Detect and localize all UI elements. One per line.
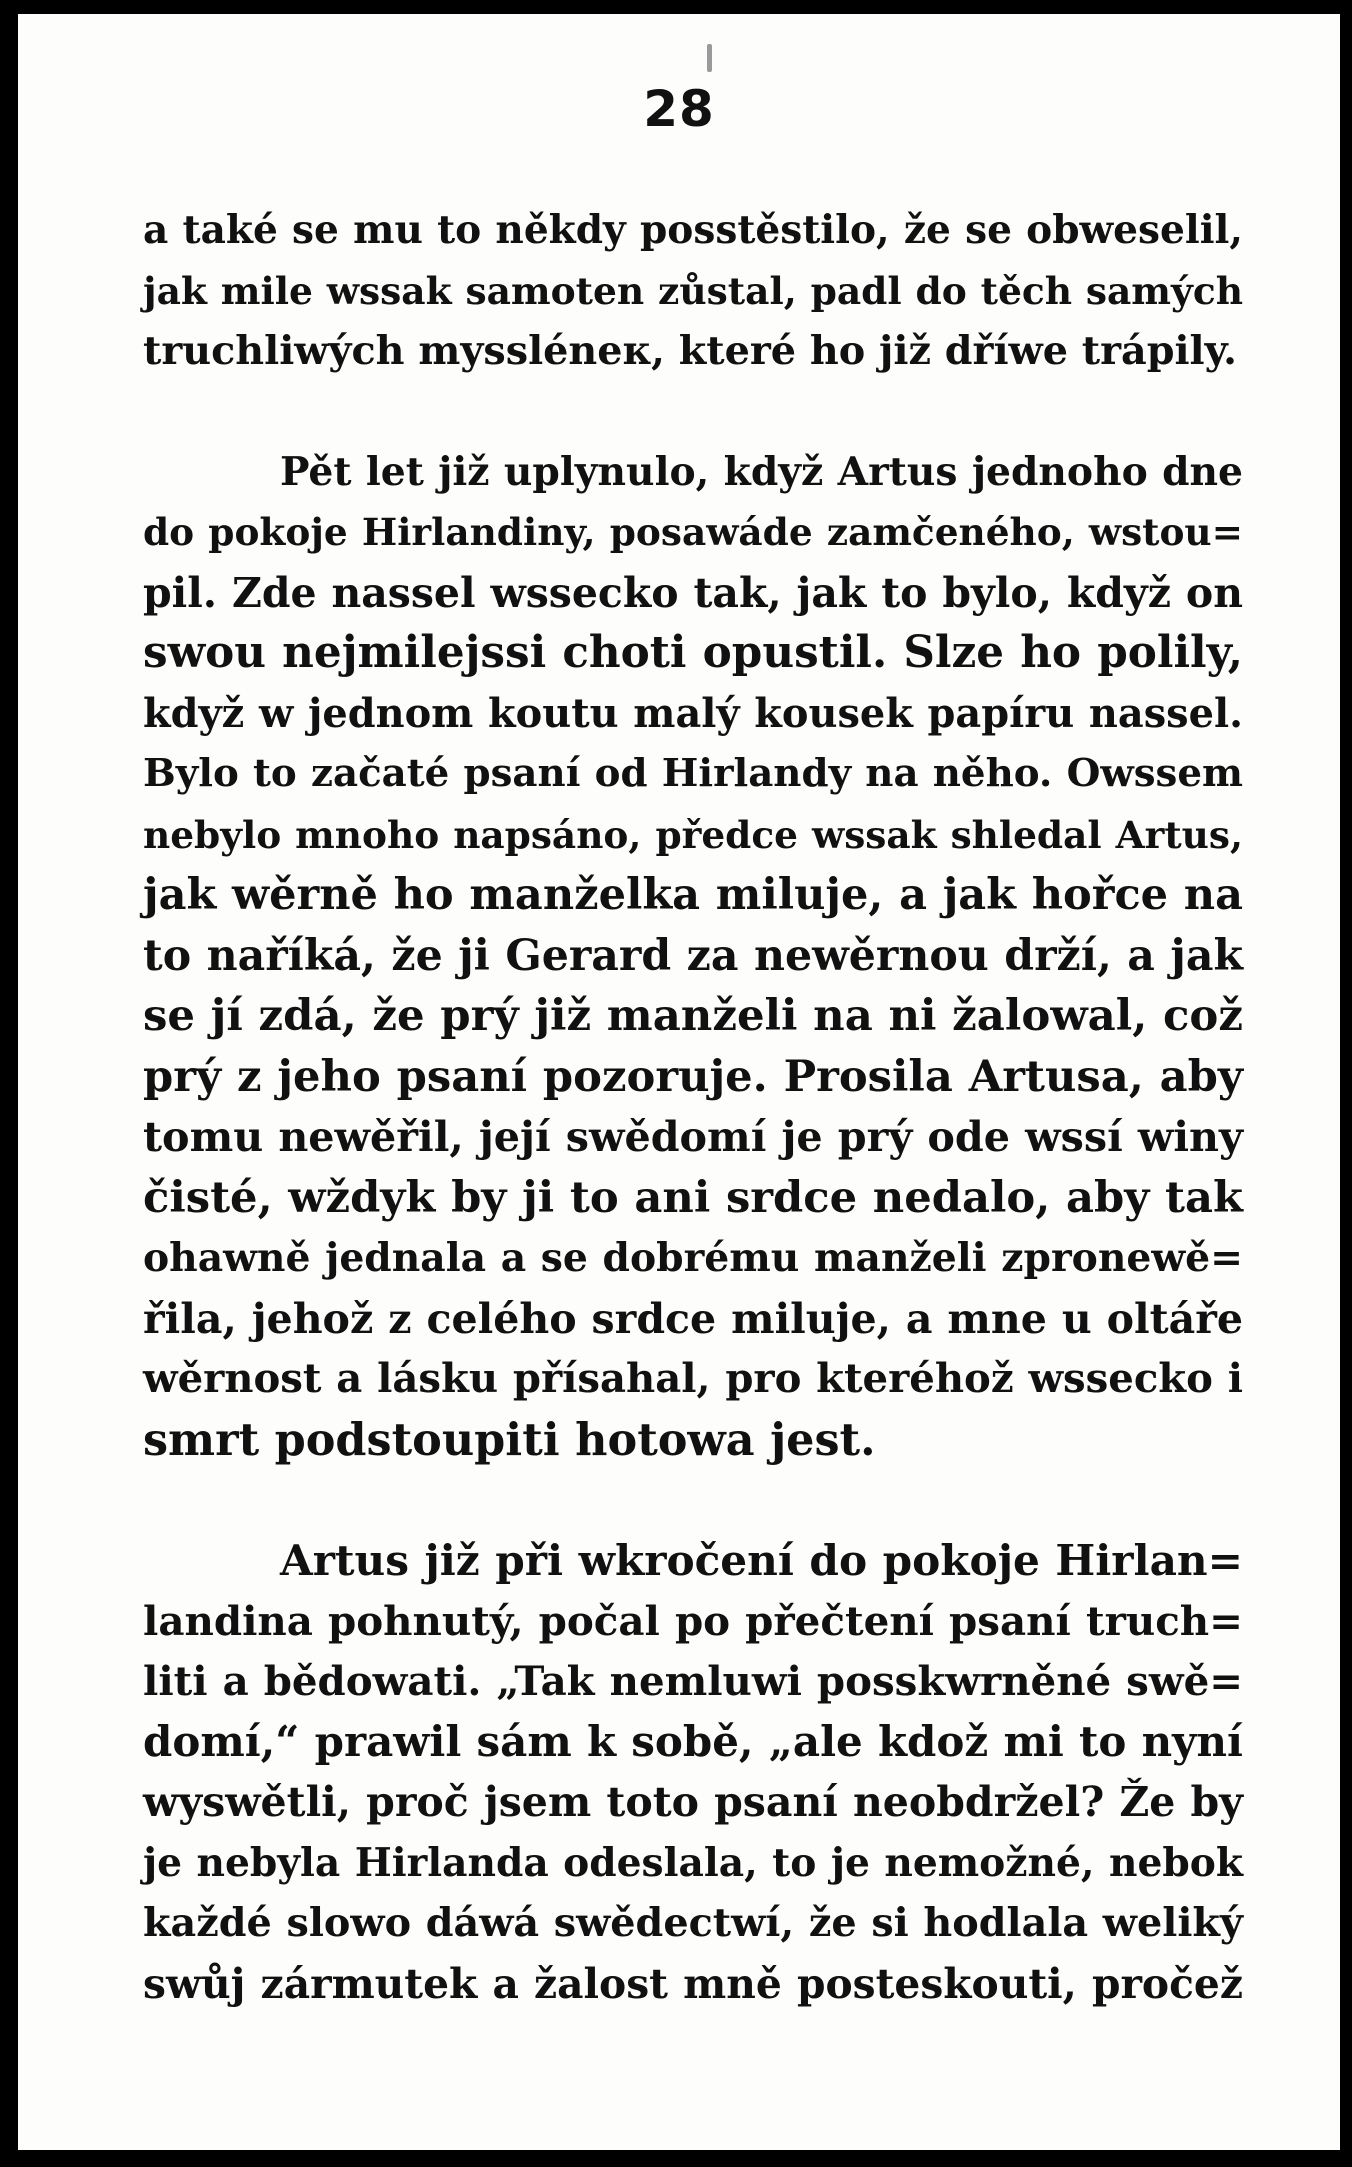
text-line: když w jednom koutu malý kousek papíru nassel. (143, 690, 1243, 737)
text-line: truchliwých myssléneк, které ho již dříwe trápily. (143, 328, 1237, 374)
text-line: domí,“ prawil sám k sobě, „ale kdož mi to nyní (143, 1716, 1243, 1766)
text-line: liti a bědowati. „Tak nemluwi posskwrněné swě= (143, 1657, 1243, 1705)
text-line: jak mile wssak samoten zůstal, padl do těch samých (143, 268, 1243, 313)
text-line: se jí zdá, že prý již manželi na ni žalowal, což (143, 990, 1243, 1041)
text-line: to naříká, že ji Gerard za newěrnou drží, a jak (143, 930, 1243, 981)
text-line: smrt podstoupiti hotowa jest. (143, 1413, 876, 1466)
print-speck (707, 44, 712, 72)
text-line: do pokoje Hirlandiny, posawáde zamčeného, wstou= (143, 510, 1243, 554)
text-line: Bylo to začaté psaní od Hirlandy na něho. Owssem (143, 751, 1243, 796)
page-number: 28 (643, 80, 715, 138)
paragraph-3 (143, 1530, 1243, 2014)
text-line: a také se mu to někdy posstěstilo, že se obweselil, (143, 207, 1243, 253)
text-line: wyswětli, proč jsem toto psaní neobdržel? Že by (143, 1777, 1243, 1826)
text-line: swůj zármutek a žalost mně posteskouti, pročež (143, 1959, 1243, 2008)
text-line: čisté, wždyk by ji to ani srdce nedalo, aby tak (143, 1171, 1243, 1223)
paragraph-1 (143, 200, 1243, 382)
text-line: nebylo mnoho napsáno, předce wssak shledal Artus, (143, 812, 1243, 857)
text-line: řila, jehož z celého srdce miluje, a mne u oltáře (143, 1293, 1243, 1343)
book-page (18, 14, 1340, 2150)
text-line: ohawně jednala a se dobrému manželi zpronewě= (143, 1235, 1243, 1281)
body-text (143, 200, 1243, 2014)
text-line: každé slowo dáwá swědectwí, že si hodlala weliký (143, 1900, 1243, 1946)
text-line: wěrnost a lásku přísahal, pro kteréhož wssecko i (143, 1355, 1243, 1402)
text-line: tomu newěřil, její swědomí je prý ode wssí winy (143, 1112, 1243, 1161)
text-line: pil. Zde nassel wssecko tak, jak to bylo, když on (143, 568, 1243, 617)
text-line: landina pohnutý, počal po přečtení psaní truch= (143, 1596, 1243, 1645)
text-line: jak wěrně ho manželka miluje, a jak hořce na (143, 870, 1243, 920)
text-line: swou nejmilejssi choti opustil. Slze ho polily, (143, 627, 1243, 678)
text-line: Artus již při wkročení do pokoje Hirlan= (280, 1535, 1243, 1585)
text-line: Pět let již uplynulo, když Artus jednoho dne (280, 448, 1243, 495)
text-line: je nebyla Hirlanda odeslala, to je nemožné, nebok (143, 1839, 1243, 1886)
paragraph-2 (143, 442, 1243, 1471)
text-line: prý z jeho psaní pozoruje. Prosila Artusa, aby (143, 1050, 1243, 1102)
